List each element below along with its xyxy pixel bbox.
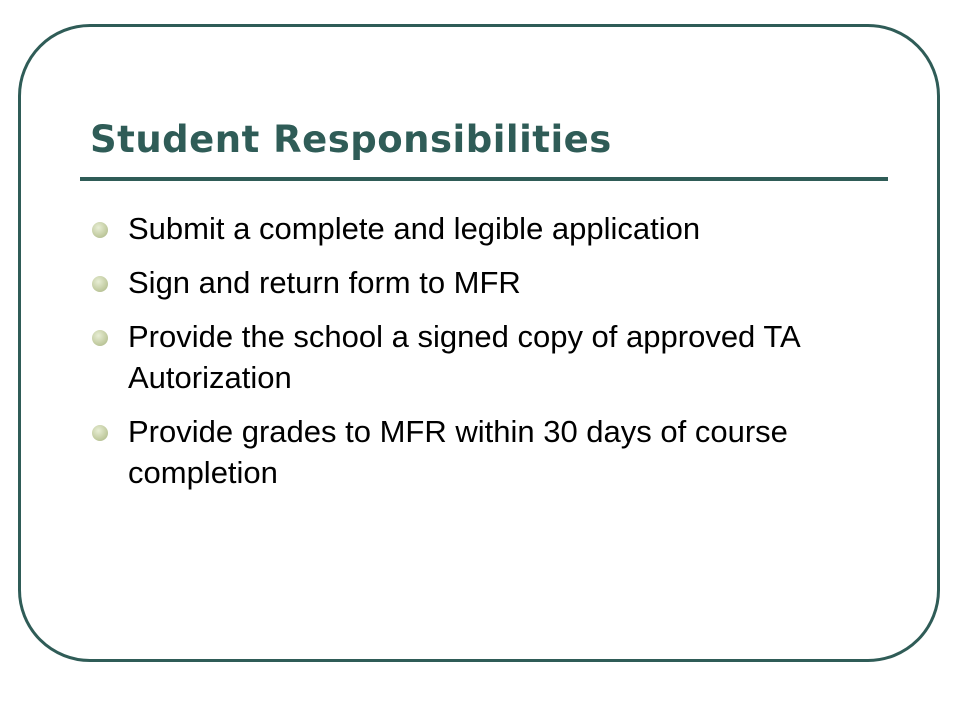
bullet-item <box>92 262 872 303</box>
bullet-text: Provide grades to MFR within 30 days of course completion <box>128 414 788 490</box>
bullet-text: Submit a complete and legible application <box>128 211 701 246</box>
title-underline <box>80 177 888 181</box>
bullet-dot-icon <box>92 425 108 441</box>
bullet-text: Provide the school a signed copy of approved TA Autorization <box>128 319 799 395</box>
bullet-item <box>92 316 872 398</box>
bullet-list <box>92 208 872 506</box>
bullet-text: Sign and return form to MFR <box>128 265 521 300</box>
slide-title: Student Responsibilities <box>90 118 612 161</box>
bullet-item <box>92 208 872 249</box>
bullet-dot-icon <box>92 276 108 292</box>
bullet-dot-icon <box>92 222 108 238</box>
bullet-item <box>92 411 872 493</box>
bullet-dot-icon <box>92 330 108 346</box>
